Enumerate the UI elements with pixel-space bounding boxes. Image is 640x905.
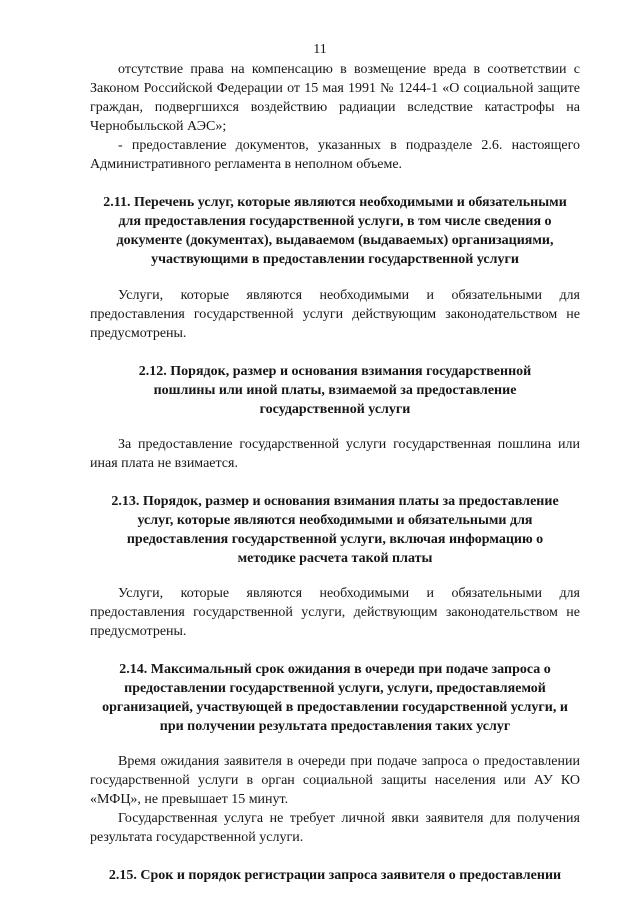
paragraph-2-13: Услуги, которые являются необходимыми и обязательными для предоставления государственной услуги, действующим законодательством не предусмотрены. xyxy=(90,586,580,639)
page-number: 11 xyxy=(313,42,327,57)
paragraph-2-12: За предоставление государственной услуги государственная пошлина или иная плата не взимается. xyxy=(90,437,580,471)
section-heading-2-11: 2.11. Перечень услуг, которые являются необходимыми и обязательными для предоставления государственной услуги, в том числе сведения о документе (документах), выдаваемом (выдаваемых) организациями, участвующими в предоставлении государственной услуги xyxy=(103,195,567,267)
paragraph-2-11: Услуги, которые являются необходимыми и обязательными для предоставления государственной услуги действующим законодательством не предусмотрены. xyxy=(90,288,580,341)
paragraph-2-14-b: Государственная услуга не требует личной явки заявителя для получения результата государственной услуги. xyxy=(90,811,580,845)
section-heading-2-13: 2.13. Порядок, размер и основания взимания платы за предоставление услуг, которые являются необходимыми и обязательными для предоставления государственной услуги, включая информацию о методике расчета такой платы xyxy=(111,494,559,566)
paragraph-2-14-a: Время ожидания заявителя в очереди при подаче запроса о предоставлении государственной услуги в орган социальной защиты населения или АУ КО «МФЦ», не превышает 15 минут. xyxy=(90,754,580,807)
paragraph-intro-1: отсутствие права на компенсацию в возмещение вреда в соответствии с Законом Российской Федерации от 15 мая 1991 № 1244-1 «О социальной защите граждан, подвергшихся воздействию радиации вследствие катастрофы на Чернобыльской АЭС»; xyxy=(90,62,580,134)
section-heading-2-14: 2.14. Максимальный срок ожидания в очереди при подаче запроса о предоставлении государственной услуги, услуги, предоставляемой организацией, участвующей в предоставлении государственной услуги, и при получении результата предоставления таких услуг xyxy=(102,662,568,734)
section-heading-2-12: 2.12. Порядок, размер и основания взимания государственной пошлины или иной платы, взимаемой за предоставление государственной услуги xyxy=(138,364,532,417)
paragraph-intro-2: - предоставление документов, указанных в подразделе 2.6. настоящего Административного регламента в неполном объеме. xyxy=(90,138,580,172)
section-heading-2-15: 2.15. Срок и порядок регистрации запроса заявителя о предоставлении xyxy=(108,868,562,883)
document-body xyxy=(90,60,580,885)
